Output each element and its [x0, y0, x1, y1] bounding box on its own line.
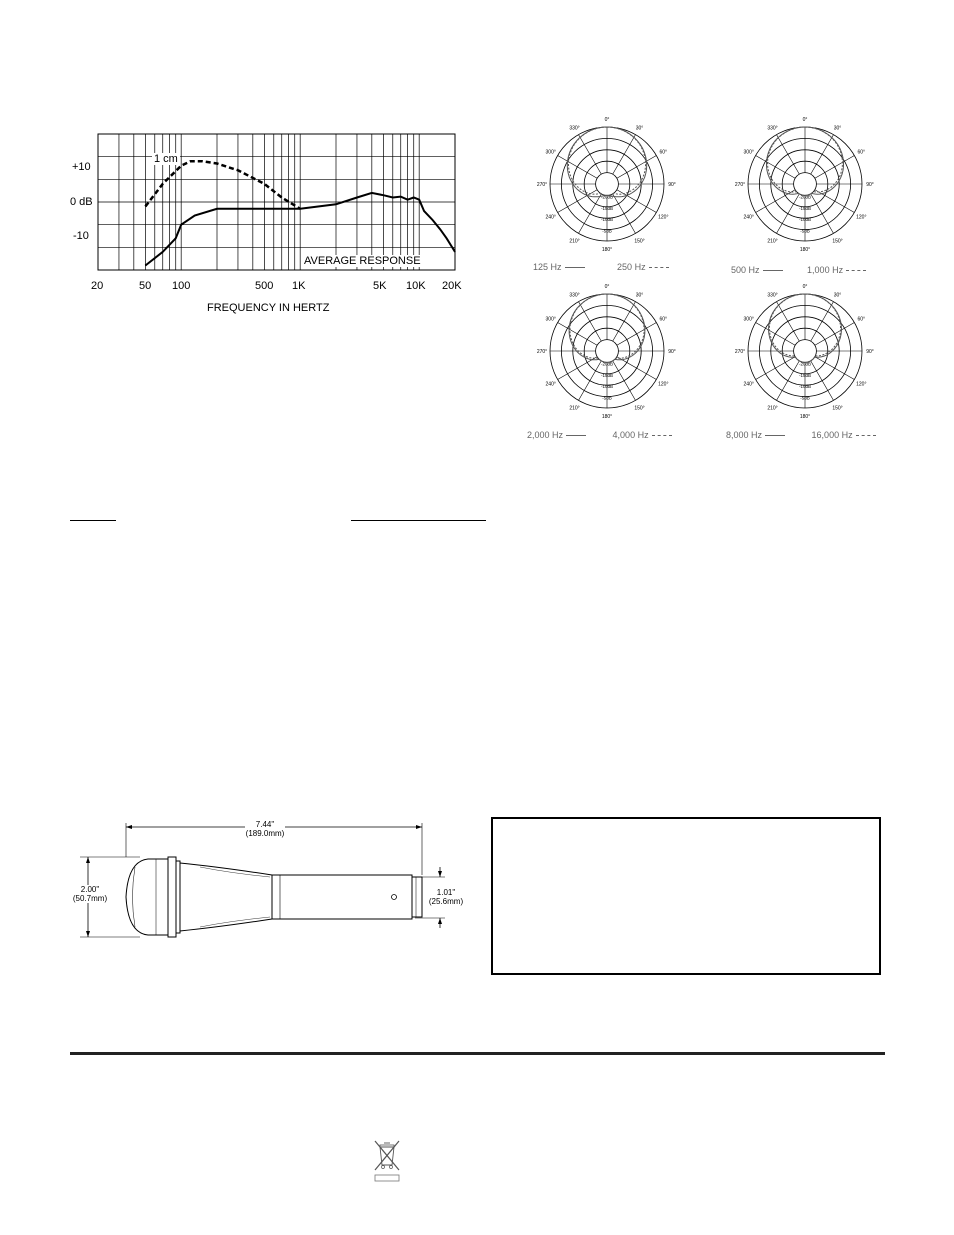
angle-label: 330° — [767, 125, 778, 132]
polar-ring — [596, 340, 619, 363]
polar-spoke — [815, 156, 854, 179]
polar-spoke — [811, 135, 834, 174]
polar-spoke — [613, 302, 636, 341]
polar-spoke — [617, 156, 656, 179]
ring-label: -5dB — [800, 395, 810, 401]
legend-500hz: 500 Hz — [731, 265, 760, 275]
length-dimension-label — [245, 820, 285, 838]
angle-label: 210° — [767, 405, 778, 412]
polar-spoke — [558, 190, 597, 213]
weee-crossed-bin-icon — [370, 1137, 404, 1185]
polar-spoke — [617, 323, 656, 346]
legend-1000hz: 1,000 Hz — [807, 265, 844, 275]
angle-label: 150° — [832, 238, 843, 245]
polar-spoke — [558, 357, 597, 380]
polar-legend-3 — [527, 430, 672, 440]
polar-spoke — [558, 156, 597, 179]
legend-4000hz: 4,000 Hz — [612, 430, 649, 440]
polar-ring — [794, 173, 817, 196]
angle-label: 120° — [856, 381, 867, 388]
angle-label: 240° — [545, 214, 556, 221]
angle-label: 330° — [569, 125, 580, 132]
ring-label: -20dB — [600, 194, 614, 200]
polar-spoke — [777, 361, 800, 400]
angle-label: 180° — [601, 414, 613, 420]
x-label-100: 100 — [172, 280, 191, 292]
angle-label: 60° — [659, 316, 668, 323]
ring-label: -15dB — [600, 205, 614, 211]
angle-label: 300° — [743, 316, 754, 323]
handle-inches: 1.01" — [436, 888, 456, 897]
angle-label: 120° — [658, 214, 669, 221]
angle-label: 300° — [545, 149, 556, 156]
x-axis-title: FREQUENCY IN HERTZ — [207, 302, 330, 314]
angle-label: 60° — [857, 149, 866, 156]
angle-label: 90° — [668, 349, 676, 355]
heading-underline-left — [70, 520, 116, 521]
angle-label: 210° — [767, 238, 778, 245]
angle-label: 0° — [604, 117, 610, 123]
section-divider — [70, 1052, 885, 1055]
x-label-20k: 20K — [442, 280, 462, 292]
polar-spoke — [617, 190, 656, 213]
angle-label: 330° — [767, 292, 778, 299]
polar-legend-1 — [533, 262, 669, 272]
y-label-minus10: -10 — [73, 230, 89, 242]
x-label-1k: 1K — [292, 280, 306, 292]
polar-plot-2 — [735, 117, 874, 253]
angle-label: 270° — [536, 182, 548, 188]
notice-box — [491, 817, 881, 975]
angle-label: 30° — [635, 292, 644, 299]
angle-label: 300° — [743, 149, 754, 156]
ring-label: -10dB — [600, 217, 614, 223]
angle-label: 90° — [668, 182, 676, 188]
heading-underline-right — [351, 520, 486, 521]
handle-mm: (25.6mm) — [428, 897, 464, 906]
angle-label: 90° — [866, 349, 874, 355]
legend-16000hz: 16,000 Hz — [811, 430, 853, 440]
angle-label: 330° — [569, 292, 580, 299]
polar-spoke — [579, 361, 602, 400]
ring-label: -10dB — [798, 384, 812, 390]
polar-legend-4 — [726, 430, 876, 440]
height-mm: (50.7mm) — [72, 894, 108, 903]
y-label-0db: 0 dB — [70, 196, 93, 208]
ring-label: -15dB — [798, 205, 812, 211]
annotation-average-response: AVERAGE RESPONSE — [304, 255, 421, 267]
y-label-plus10: +10 — [72, 161, 91, 173]
frequency-chart-svg — [0, 0, 480, 280]
polar-spoke — [579, 194, 602, 233]
polar-ring — [596, 173, 619, 196]
annotation-1cm: 1 cm — [154, 153, 178, 165]
polar-spoke — [777, 194, 800, 233]
angle-label: 150° — [634, 238, 645, 245]
height-dimension-label — [68, 885, 112, 903]
legend-2000hz: 2,000 Hz — [527, 430, 564, 440]
polar-plot-1 — [537, 117, 676, 253]
polar-spoke — [756, 357, 795, 380]
polar-spoke — [811, 302, 834, 341]
x-label-5k: 5K — [373, 280, 387, 292]
x-label-500: 500 — [255, 280, 274, 292]
polar-spoke — [815, 357, 854, 380]
angle-label: 90° — [866, 182, 874, 188]
angle-label: 180° — [799, 247, 811, 253]
polar-spoke — [617, 357, 656, 380]
polar-spoke — [815, 190, 854, 213]
polar-plot-3 — [537, 284, 676, 420]
angle-label: 240° — [743, 214, 754, 221]
polar-spoke — [613, 361, 636, 400]
handle-dimension-label — [426, 888, 466, 906]
x-label-10k: 10K — [406, 280, 426, 292]
angle-label: 270° — [734, 349, 746, 355]
polar-spoke — [613, 194, 636, 233]
ring-label: -20dB — [600, 361, 614, 367]
polar-spoke — [756, 190, 795, 213]
polar-spoke — [558, 323, 597, 346]
polar-spoke — [756, 323, 795, 346]
length-mm: (189.0mm) — [245, 829, 285, 838]
polar-spoke — [613, 135, 636, 174]
polar-spoke — [777, 135, 800, 174]
polar-spoke — [777, 302, 800, 341]
angle-label: 210° — [569, 238, 580, 245]
angle-label: 30° — [635, 125, 644, 132]
height-inches: 2.00" — [80, 885, 100, 894]
angle-label: 210° — [569, 405, 580, 412]
angle-label: 300° — [545, 316, 556, 323]
ring-label: -20dB — [798, 361, 812, 367]
ring-label: -5dB — [602, 228, 612, 234]
polar-spoke — [811, 361, 834, 400]
ring-label: -5dB — [602, 395, 612, 401]
ring-label: -10dB — [600, 384, 614, 390]
ring-label: -5dB — [800, 228, 810, 234]
polar-spoke — [579, 302, 602, 341]
angle-label: 150° — [832, 405, 843, 412]
angle-label: 240° — [743, 381, 754, 388]
angle-label: 0° — [802, 284, 808, 290]
angle-label: 150° — [634, 405, 645, 412]
ring-label: -15dB — [600, 372, 614, 378]
angle-label: 0° — [802, 117, 808, 123]
polar-spoke — [811, 194, 834, 233]
x-label-20: 20 — [91, 280, 104, 292]
angle-label: 180° — [799, 414, 811, 420]
legend-125hz: 125 Hz — [533, 262, 562, 272]
angle-label: 30° — [833, 292, 842, 299]
angle-label: 0° — [604, 284, 610, 290]
angle-label: 30° — [833, 125, 842, 132]
polar-spoke — [756, 156, 795, 179]
legend-8000hz: 8,000 Hz — [726, 430, 763, 440]
angle-label: 270° — [734, 182, 746, 188]
angle-label: 60° — [857, 316, 866, 323]
angle-label: 180° — [601, 247, 613, 253]
polar-spoke — [579, 135, 602, 174]
legend-250hz: 250 Hz — [617, 262, 646, 272]
x-label-50: 50 — [139, 280, 152, 292]
angle-label: 60° — [659, 149, 668, 156]
ring-label: -15dB — [798, 372, 812, 378]
polar-spoke — [815, 323, 854, 346]
angle-label: 120° — [856, 214, 867, 221]
angle-label: 240° — [545, 381, 556, 388]
length-inches: 7.44" — [255, 820, 275, 829]
polar-plot-4 — [735, 284, 874, 420]
angle-label: 270° — [536, 349, 548, 355]
ring-label: -10dB — [798, 217, 812, 223]
angle-label: 120° — [658, 381, 669, 388]
ring-label: -20dB — [798, 194, 812, 200]
polar-legend-2 — [731, 265, 866, 275]
